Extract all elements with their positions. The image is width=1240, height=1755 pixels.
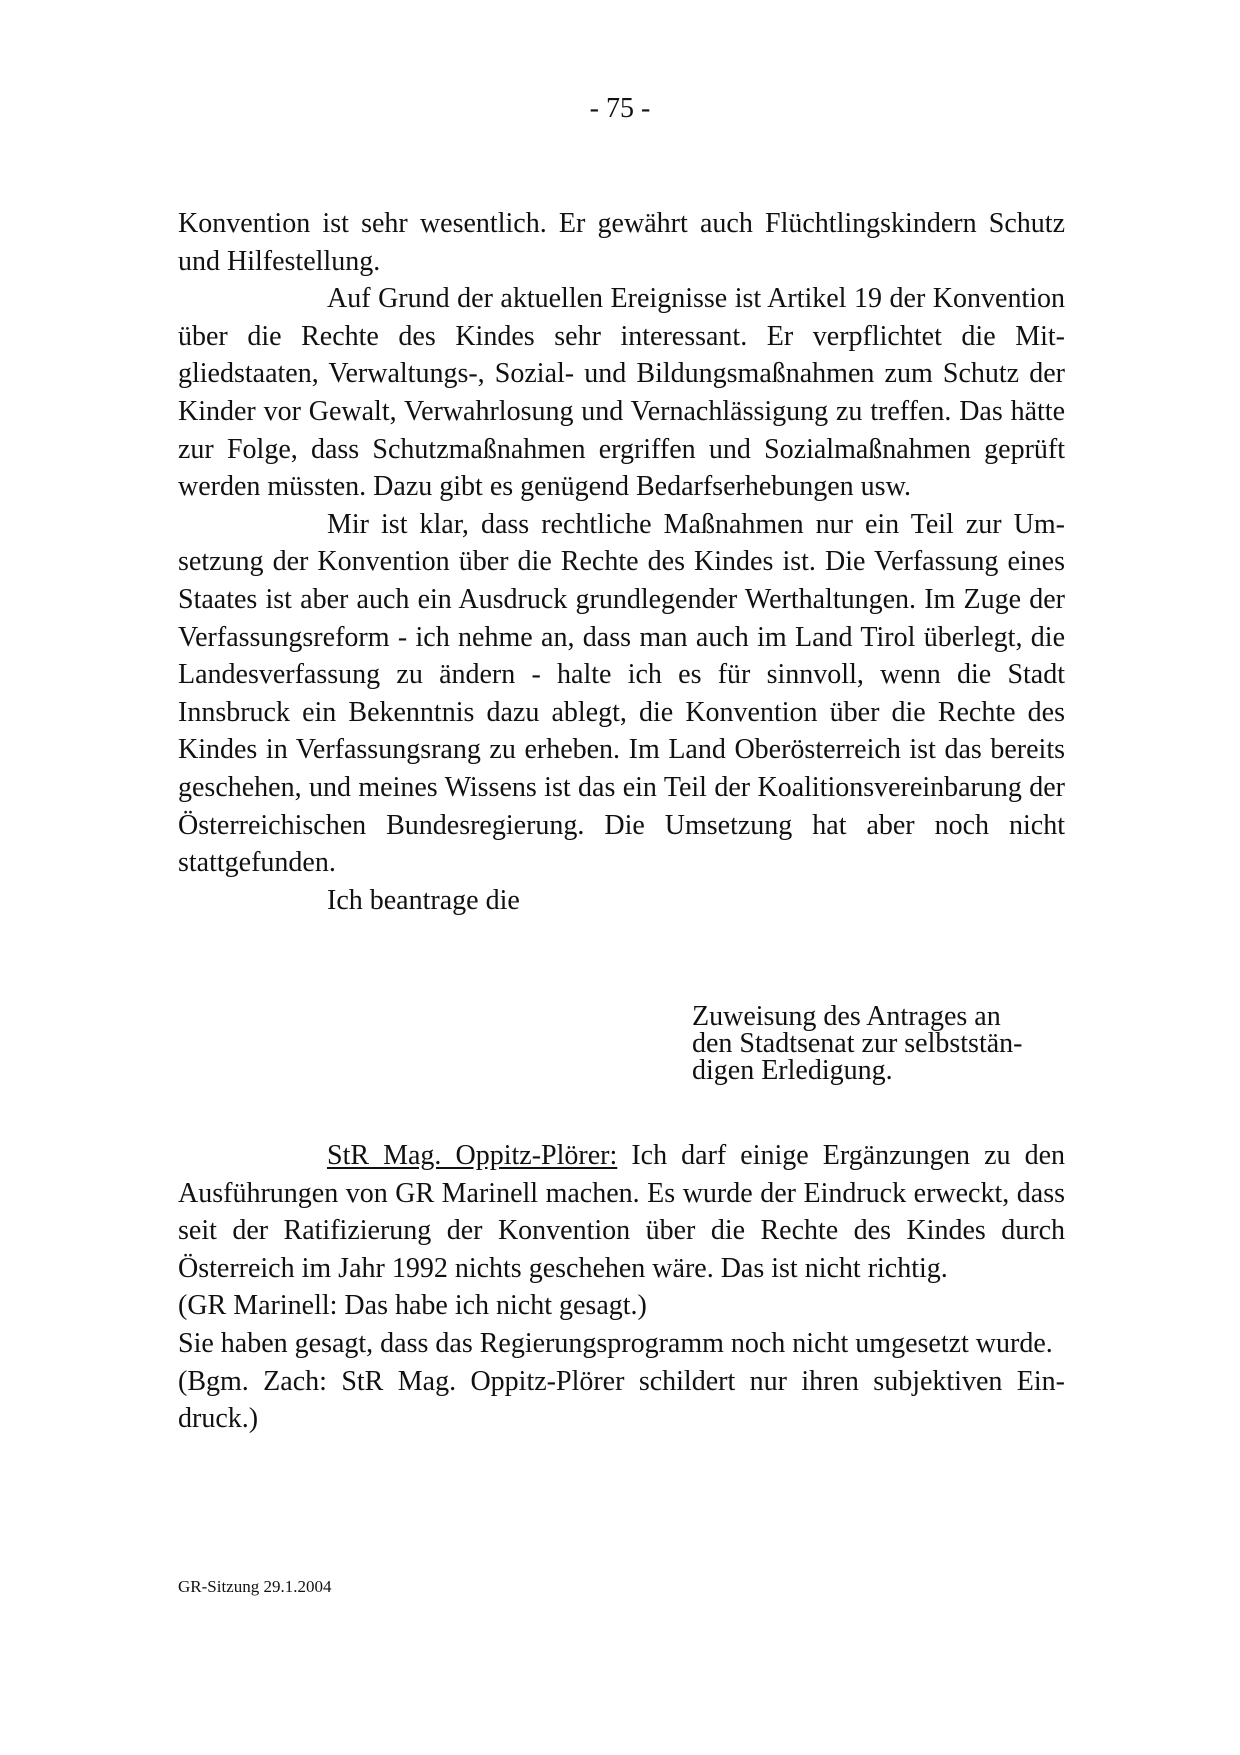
- paragraph-motion-intro: Ich beantrage die: [327, 884, 520, 916]
- speaker-name: StR Mag. Oppitz-Plörer:: [327, 1140, 618, 1171]
- motion-line: den Stadtsenat zur selbststän-: [692, 1028, 1023, 1059]
- interjection: (Bgm. Zach: StR Mag. Oppitz-Plörer schildert nur ihren subjektiven Eindruck.): [178, 1365, 1065, 1435]
- paragraph-constitution: Mir ist klar, dass rechtliche Maßnahmen nur ein Teil zur Umsetzung der Konvention über die Rechte des Kindes ist. Die Verfassung eines Staates ist aber auch ein Ausdruck grundlegender Werthaltungen. Im Zuge der Verfassungsreform - ich nehme an, dass man auch im Land Tirol überlegt, die Landesverfassung zu ändern - halte ich es für sinnvoll, wenn die Stadt Innsbruck ein Bekenntnis dazu ablegt, die Konvention über die Rechte des Kindes in Verfassungsrang zu erheben. Im Land Oberösterreich ist das bereits geschehen, und meines Wissens ist das ein Teil der Koalitionsvereinbarung der Österreichischen Bundesregierung. Die Umsetzung hat aber noch nicht stattgefunden.: [178, 508, 1065, 879]
- speech-section: [178, 1137, 1065, 1438]
- footer-session-label: GR-Sitzung 29.1.2004: [178, 1577, 332, 1596]
- motion-line: Zuweisung des Antrages an: [692, 1001, 1001, 1032]
- body-text: [178, 205, 1065, 919]
- speech-text: Ich darf einige Ergänzungen zu den Ausführungen von GR Marinell machen. Es wurde der Eindruck erweckt, dass seit der Ratifizierung der Konvention über die Rechte des Kindes durch Österreich im Jahr 1992 nichts geschehen wäre. Das ist nicht richtig.: [178, 1140, 1065, 1284]
- motion-block: [692, 1003, 1052, 1084]
- paragraph-continuation: Konvention ist sehr wesentlich. Er gewährt auch Flüchtlingskindern Schutz und Hilfestellung.: [178, 208, 1065, 277]
- speech-paragraph: [178, 1137, 1065, 1287]
- speech-reply: Sie haben gesagt, dass das Regierungsprogramm noch nicht umgesetzt wurde.: [178, 1327, 1053, 1359]
- motion-line: digen Erledigung.: [692, 1055, 893, 1086]
- page-number: - 75 -: [589, 93, 651, 124]
- paragraph-article-19: Auf Grund der aktuellen Ereignisse ist Artikel 19 der Konvention über die Rechte des Kindes sehr interessant. Er verpflichtet die Mitgliedstaaten, Verwaltungs-, Sozial- und Bildungsmaßnahmen zum Schutz der Kinder vor Gewalt, Verwahrlosung und Vernachlässigung zu treffen. Das hätte zur Folge, dass Schutzmaßnahmen ergriffen und Sozialmaßnahmen geprüft werden müssten. Dazu gibt es genügend Bedarfserhebungen usw.: [178, 283, 1065, 503]
- interjection: (GR Marinell: Das habe ich nicht gesagt.): [178, 1290, 647, 1322]
